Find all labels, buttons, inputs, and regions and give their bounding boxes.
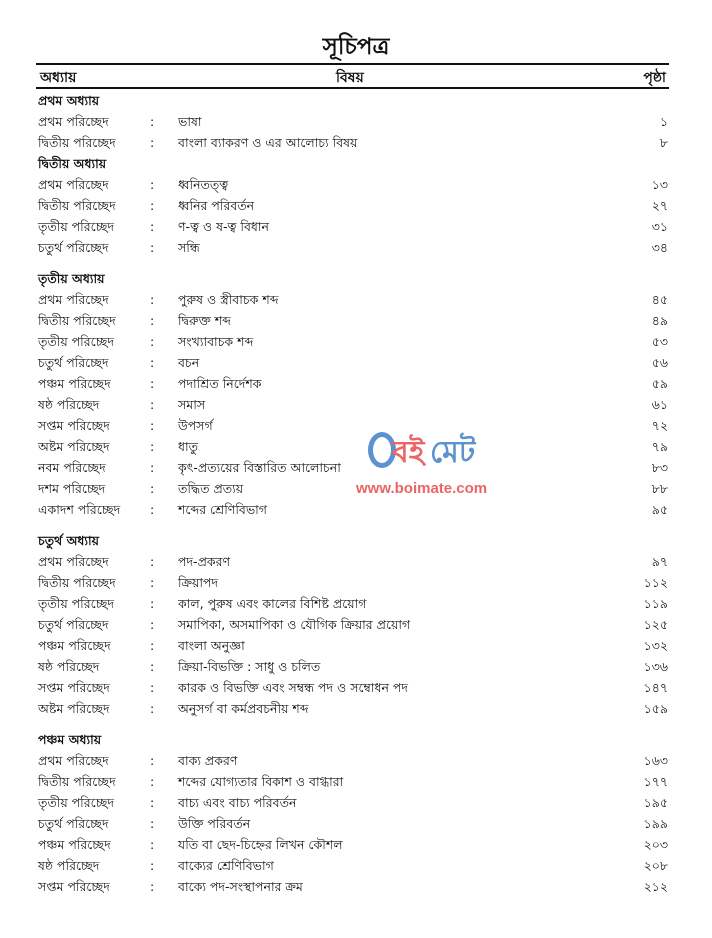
subject-text: ভাষা [178, 114, 202, 129]
page-number: ১৬৩ [643, 753, 668, 768]
subject-text: কাল, পুরুষ এবং কালের বিশিষ্ট প্রয়োগ [178, 596, 367, 611]
subject-text: দ্বিরুক্ত শব্দ [178, 313, 231, 328]
page-number: ১৩৬ [643, 659, 668, 674]
subject-text: ক্রিয়াপদ [178, 575, 219, 590]
toc-row [38, 698, 668, 719]
chapter-label: তৃতীয় পরিচ্ছেদ [38, 795, 115, 810]
toc-section [38, 729, 668, 897]
subject-text: ধাতু [178, 439, 199, 454]
chapter-label: প্রথম পরিচ্ছেদ [38, 753, 109, 768]
toc-row [38, 310, 668, 331]
page-number: ১২৫ [643, 617, 668, 632]
page-number: ৮৮ [651, 481, 668, 496]
chapter-label: দশম পরিচ্ছেদ [38, 481, 106, 496]
toc-row [38, 415, 668, 436]
page-number: ৯৫ [651, 502, 668, 517]
subject-text: সমাস [178, 397, 206, 412]
toc-row [38, 614, 668, 635]
chapter-label: নবম পরিচ্ছেদ [38, 460, 106, 475]
subject-text: বাংলা অনুজ্ঞা [178, 638, 245, 653]
page-number: ৫৩ [651, 334, 668, 349]
chapter-label: প্রথম পরিচ্ছেদ [38, 177, 109, 192]
chapter-label: প্রথম পরিচ্ছেদ [38, 114, 109, 129]
chapter-label: সপ্তম পরিচ্ছেদ [38, 418, 110, 433]
subject-text: ণ-ত্ব ও ষ-ত্ব বিধান [178, 219, 269, 234]
page-number: ৫৯ [651, 376, 668, 391]
page-number: ৭৯ [651, 439, 668, 454]
colon-separator: : [150, 701, 155, 716]
page-number: ১১৯ [643, 596, 668, 611]
page-number: ২০৩ [643, 837, 668, 852]
logo-text-part1: বই [392, 435, 425, 470]
toc-row [38, 677, 668, 698]
page-title: সূচিপত্র [322, 34, 390, 60]
subject-text: শব্দের যোগ্যতার বিকাশ ও বাগ্ধারা [178, 774, 344, 789]
toc-row [38, 237, 668, 258]
subject-text: ক্রিয়া-বিভক্তি : সাধু ও চলিত [178, 659, 321, 674]
toc-row [38, 394, 668, 415]
chapter-label: দ্বিতীয় পরিচ্ছেদ [38, 575, 116, 590]
page-number: ৬১ [651, 397, 668, 412]
chapter-label: একাদশ পরিচ্ছেদ [38, 502, 121, 517]
colon-separator: : [150, 177, 155, 192]
subject-text: সমাপিকা, অসমাপিকা ও যৌগিক ক্রিয়ার প্রয়োগ [178, 617, 411, 632]
chapter-label: দ্বিতীয় পরিচ্ছেদ [38, 198, 116, 213]
page-number: ১৯৯ [643, 816, 668, 831]
page-number: ৩৪ [651, 240, 668, 255]
subject-text: ধ্বনিতত্ত্ব [178, 177, 229, 192]
toc-section [38, 90, 668, 153]
toc-section [38, 530, 668, 719]
subject-text: বাচ্য এবং বাচ্য পরিবর্তন [178, 795, 297, 810]
toc-row [38, 174, 668, 195]
chapter-label: অষ্টম পরিচ্ছেদ [38, 701, 110, 716]
toc-row [38, 195, 668, 216]
chapter-label: চতুর্থ পরিচ্ছেদ [38, 240, 109, 255]
column-header-chapter: অধ্যায় [40, 70, 77, 86]
toc-row [38, 572, 668, 593]
watermark-url: www.boimate.com [356, 480, 488, 497]
subject-text: বাক্যে পদ-সংস্থাপনার ক্রম [178, 879, 303, 894]
header-bottom-rule [36, 87, 669, 89]
colon-separator: : [150, 334, 155, 349]
colon-separator: : [150, 313, 155, 328]
chapter-label: চতুর্থ পরিচ্ছেদ [38, 816, 109, 831]
chapter-label: পঞ্চম পরিচ্ছেদ [38, 376, 111, 391]
page-number: ৯৭ [651, 554, 668, 569]
page-number: ৪৯ [651, 313, 668, 328]
page-number: ৭২ [651, 418, 668, 433]
page-number: ২৭ [651, 198, 668, 213]
page-number: ৩১ [651, 219, 668, 234]
page-number: ১৩ [651, 177, 668, 192]
page-number: ২০৮ [643, 858, 668, 873]
page-number: ৮ [659, 135, 668, 150]
colon-separator: : [150, 795, 155, 810]
colon-separator: : [150, 418, 155, 433]
subject-text: যতি বা ছেদ-চিহ্নের লিখন কৌশল [178, 837, 343, 852]
toc-section [38, 153, 668, 258]
colon-separator: : [150, 502, 155, 517]
toc-row [38, 457, 668, 478]
watermark-logo [356, 428, 488, 508]
colon-separator: : [150, 774, 155, 789]
toc-row [38, 499, 668, 520]
toc-row [38, 111, 668, 132]
subject-text: সন্ধি [178, 240, 200, 255]
chapter-label: সপ্তম পরিচ্ছেদ [38, 879, 110, 894]
chapter-label: প্রথম পরিচ্ছেদ [38, 554, 109, 569]
colon-separator: : [150, 135, 155, 150]
section-heading: পঞ্চম অধ্যায় [38, 732, 102, 747]
chapter-label: দ্বিতীয় পরিচ্ছেদ [38, 774, 116, 789]
chapter-label: ষষ্ঠ পরিচ্ছেদ [38, 659, 100, 674]
page-number: ২১২ [643, 879, 668, 894]
page-number: ১১২ [643, 575, 668, 590]
chapter-label: তৃতীয় পরিচ্ছেদ [38, 219, 115, 234]
chapter-label: দ্বিতীয় পরিচ্ছেদ [38, 313, 116, 328]
toc-row [38, 331, 668, 352]
section-heading: তৃতীয় অধ্যায় [38, 271, 105, 286]
toc-row [38, 771, 668, 792]
colon-separator: : [150, 659, 155, 674]
colon-separator: : [150, 596, 155, 611]
colon-separator: : [150, 240, 155, 255]
section-heading: চতুর্থ অধ্যায় [38, 533, 100, 548]
chapter-label: তৃতীয় পরিচ্ছেদ [38, 334, 115, 349]
toc-row [38, 436, 668, 457]
subject-text: বাক্য প্রকরণ [178, 753, 238, 768]
colon-separator: : [150, 753, 155, 768]
chapter-label: তৃতীয় পরিচ্ছেদ [38, 596, 115, 611]
toc-row [38, 635, 668, 656]
logo-text-part2: মেট [430, 435, 476, 470]
chapter-label: পঞ্চম পরিচ্ছেদ [38, 638, 111, 653]
table-of-contents [38, 90, 668, 897]
page-number: ৮৩ [651, 460, 668, 475]
colon-separator: : [150, 355, 155, 370]
toc-row [38, 289, 668, 310]
toc-row [38, 855, 668, 876]
page-number: ৫৬ [651, 355, 668, 370]
toc-row [38, 352, 668, 373]
toc-section [38, 268, 668, 520]
chapter-label: ষষ্ঠ পরিচ্ছেদ [38, 858, 100, 873]
subject-text: বাংলা ব্যাকরণ ও এর আলোচ্য বিষয় [178, 135, 358, 150]
toc-row [38, 593, 668, 614]
colon-separator: : [150, 397, 155, 412]
toc-row [38, 132, 668, 153]
colon-separator: : [150, 219, 155, 234]
colon-separator: : [150, 554, 155, 569]
page-number: ১৫৯ [643, 701, 668, 716]
page-number: ১ [659, 114, 668, 129]
subject-text: উপসর্গ [178, 418, 213, 433]
toc-row [38, 876, 668, 897]
colon-separator: : [150, 376, 155, 391]
subject-text: তদ্ধিত প্রত্যয় [178, 481, 244, 496]
toc-row [38, 834, 668, 855]
colon-separator: : [150, 816, 155, 831]
page-number: ৪৫ [651, 292, 668, 307]
subject-text: উক্তি পরিবর্তন [178, 816, 251, 831]
colon-separator: : [150, 638, 155, 653]
colon-separator: : [150, 575, 155, 590]
colon-separator: : [150, 198, 155, 213]
column-header-subject: বিষয় [336, 70, 364, 86]
toc-row [38, 792, 668, 813]
subject-text: সংখ্যাবাচক শব্দ [178, 334, 254, 349]
colon-separator: : [150, 439, 155, 454]
chapter-label: চতুর্থ পরিচ্ছেদ [38, 355, 109, 370]
subject-text: পুরুষ ও স্ত্রীবাচক শব্দ [178, 292, 279, 307]
chapter-label: দ্বিতীয় পরিচ্ছেদ [38, 135, 116, 150]
section-heading: প্রথম অধ্যায় [38, 93, 100, 108]
colon-separator: : [150, 837, 155, 852]
page-number: ১৩২ [643, 638, 668, 653]
toc-row [38, 478, 668, 499]
toc-row [38, 750, 668, 771]
subject-text: বাক্যের শ্রেণিবিভাগ [178, 858, 274, 873]
section-heading: দ্বিতীয় অধ্যায় [38, 156, 107, 171]
colon-separator: : [150, 879, 155, 894]
page-number: ১৯৫ [643, 795, 668, 810]
colon-separator: : [150, 460, 155, 475]
subject-text: কারক ও বিভক্তি এবং সম্বন্ধ পদ ও সম্বোধন পদ [178, 680, 408, 695]
toc-row [38, 813, 668, 834]
toc-row [38, 656, 668, 677]
subject-text: শব্দের শ্রেণিবিভাগ [178, 502, 268, 517]
colon-separator: : [150, 858, 155, 873]
chapter-label: পঞ্চম পরিচ্ছেদ [38, 837, 111, 852]
header-top-rule [36, 63, 669, 65]
colon-separator: : [150, 680, 155, 695]
subject-text: ধ্বনির পরিবর্তন [178, 198, 255, 213]
subject-text: পদ-প্রকরণ [178, 554, 231, 569]
colon-separator: : [150, 481, 155, 496]
subject-text: পদাশ্রিত নির্দেশক [178, 376, 262, 391]
colon-separator: : [150, 114, 155, 129]
subject-text: অনুসর্গ বা কর্মপ্রবচনীয় শব্দ [178, 701, 309, 716]
chapter-label: ষষ্ঠ পরিচ্ছেদ [38, 397, 100, 412]
chapter-label: সপ্তম পরিচ্ছেদ [38, 680, 110, 695]
column-header-page: পৃষ্ঠা [643, 70, 666, 86]
chapter-label: চতুর্থ পরিচ্ছেদ [38, 617, 109, 632]
chapter-label: প্রথম পরিচ্ছেদ [38, 292, 109, 307]
colon-separator: : [150, 292, 155, 307]
subject-text: কৃৎ-প্রত্যয়ের বিস্তারিত আলোচনা [178, 460, 341, 475]
page-number: ১৭৭ [643, 774, 668, 789]
chapter-label: অষ্টম পরিচ্ছেদ [38, 439, 110, 454]
page-number: ১৪৭ [643, 680, 668, 695]
subject-text: বচন [178, 355, 200, 370]
colon-separator: : [150, 617, 155, 632]
toc-row [38, 373, 668, 394]
toc-row [38, 551, 668, 572]
toc-row [38, 216, 668, 237]
